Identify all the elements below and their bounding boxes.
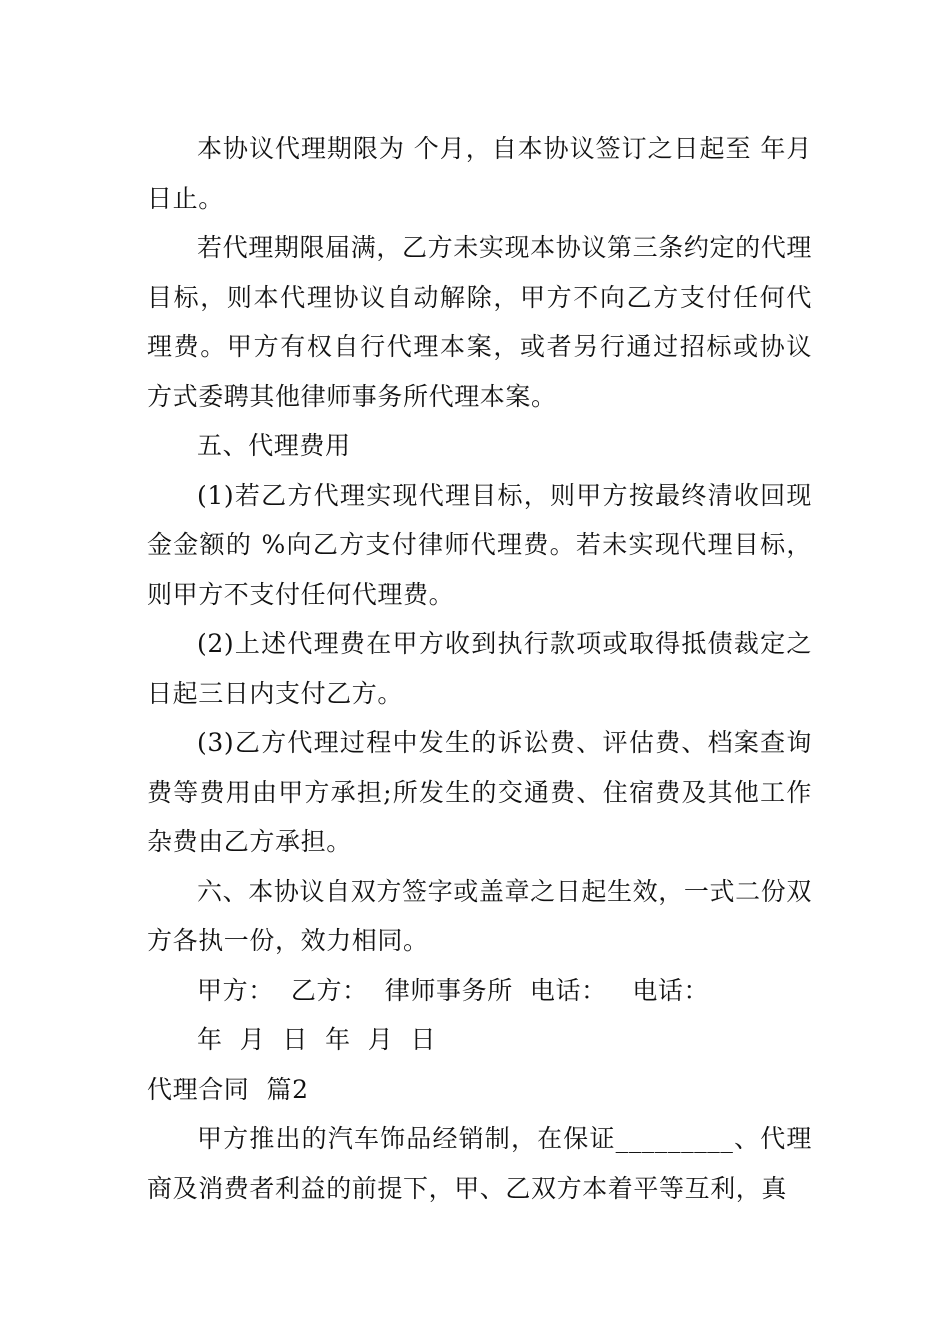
paragraph-fee-1: (1)若乙方代理实现代理目标，则甲方按最终清收回现金金额的 %向乙方支付律师代理费。若未实现代理目标，则甲方不支付任何代理费。	[147, 480, 812, 609]
paragraph-term-period: 本协议代理期限为 个月，自本协议签订之日起至 年月 日止。	[147, 134, 812, 213]
paragraph-contract-2-intro: 甲方推出的汽车饰品经销制，在保证_________、代理商及消费者利益的前提下，甲、乙双方本着平等互利，真	[147, 1124, 812, 1203]
paragraph-fee-2: (2)上述代理费在甲方收到执行款项或取得抵债裁定之日起三日内支付乙方。	[147, 629, 812, 708]
paragraph-fee-3: (3)乙方代理过程中发生的诉讼费、评估费、档案查询费等费用由甲方承担;所发生的交通费、住宿费及其他工作杂费由乙方承担。	[147, 728, 812, 856]
paragraph-term-expiry: 若代理期限届满，乙方未实现本协议第三条约定的代理目标，则本代理协议自动解除，甲方不向乙方支付任何代理费。甲方有权自行代理本案，或者另行通过招标或协议方式委聘其他律师事务所代理本案。	[147, 233, 812, 411]
date-line: 年 月 日 年 月 日	[197, 1025, 437, 1054]
document-body	[147, 124, 812, 1213]
section-heading-fees: 五、代理费用	[197, 431, 351, 460]
paragraph-effective: 六、本协议自双方签字或盖章之日起生效，一式二份双方各执一份，效力相同。	[147, 876, 812, 955]
section-title-contract-2: 代理合同 篇2	[147, 1074, 309, 1104]
signature-line: 甲方： 乙方： 律师事务所 电话： 电话：	[197, 975, 710, 1005]
